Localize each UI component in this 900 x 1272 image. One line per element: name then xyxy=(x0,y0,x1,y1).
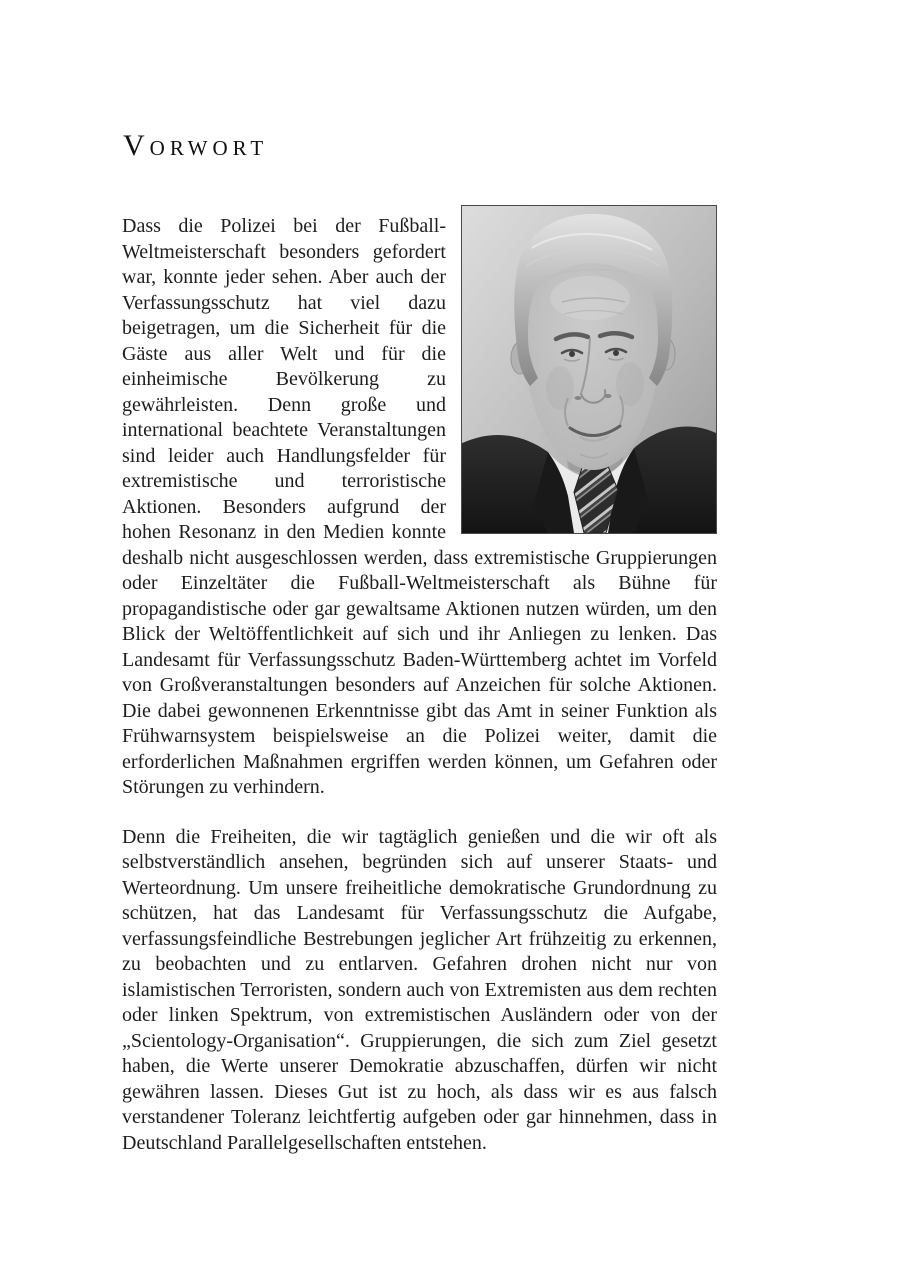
portrait-photo xyxy=(461,205,717,534)
paragraph-1: Dass die Polizei bei der Fußball-Weltmeisterschaft besonders gefordert war, konnte jeder sehen. Aber auch der Verfassungsschutz hat viel dazu beigetragen, um die Sicherheit für die Gäste aus aller Welt und für die einheimische Bevölkerung zu gewährleisten. Denn große und international beachtete Veranstaltungen sind leider auch Handlungsfelder für extremistische und terroristische Aktionen. Besonders aufgrund der hohen Resonanz in den Medien konnte deshalb nicht ausgeschlossen werden, dass extremistische Gruppierungen oder Einzeltäter die Fußball-Weltmeisterschaft als Bühne für propagandistische oder gar gewaltsame Aktionen nutzen würden, um den Blick der Weltöffentlichkeit auf sich und ihr Anliegen zu lenken. Das Landesamt für Verfassungsschutz Baden-Württemberg achtet im Vorfeld von Großveranstaltungen besonders auf Anzeichen für solche Aktionen. Die dabei gewonnenen Erkenntnisse gibt das Amt in seiner Funktion als Frühwarnsystem beispielsweise an die Polizei weiter, damit die erforderlichen Maßnahmen ergriffen werden können, um Gefahren oder Störungen zu verhindern. xyxy=(122,215,717,798)
paragraph-2: Denn die Freiheiten, die wir tagtäglich genießen und die wir oft als selbstverständlich ansehen, begründen sich auf unserer Staats- und Werteordnung. Um unsere freiheitliche demokratische Grundordnung zu schützen, hat das Landesamt für Verfassungsschutz die Aufgabe, verfassungsfeindliche Bestrebungen jeglicher Art frühzeitig zu erkennen, zu beobachten und zu entlarven. Gefahren drohen nicht nur von islamistischen Terroristen, sondern auch von Extremisten aus dem rechten oder linken Spektrum, von extremistischen Ausländern oder von der „Scientology-Organisation“. Gruppierungen, die sich zum Ziel gesetzt haben, die Werte unserer Demokratie abzuschaffen, dürfen wir nicht gewähren lassen. Dieses Gut ist zu hoch, als dass wir es aus falsch verstandener Toleranz leichtfertig aufgeben oder gar hinnehmen, dass in Deutschland Parallelgesellschaften entstehen. xyxy=(122,825,717,1154)
page-title: Vorwort xyxy=(123,129,269,162)
body-text xyxy=(122,214,717,1180)
portrait-illustration xyxy=(462,206,716,533)
